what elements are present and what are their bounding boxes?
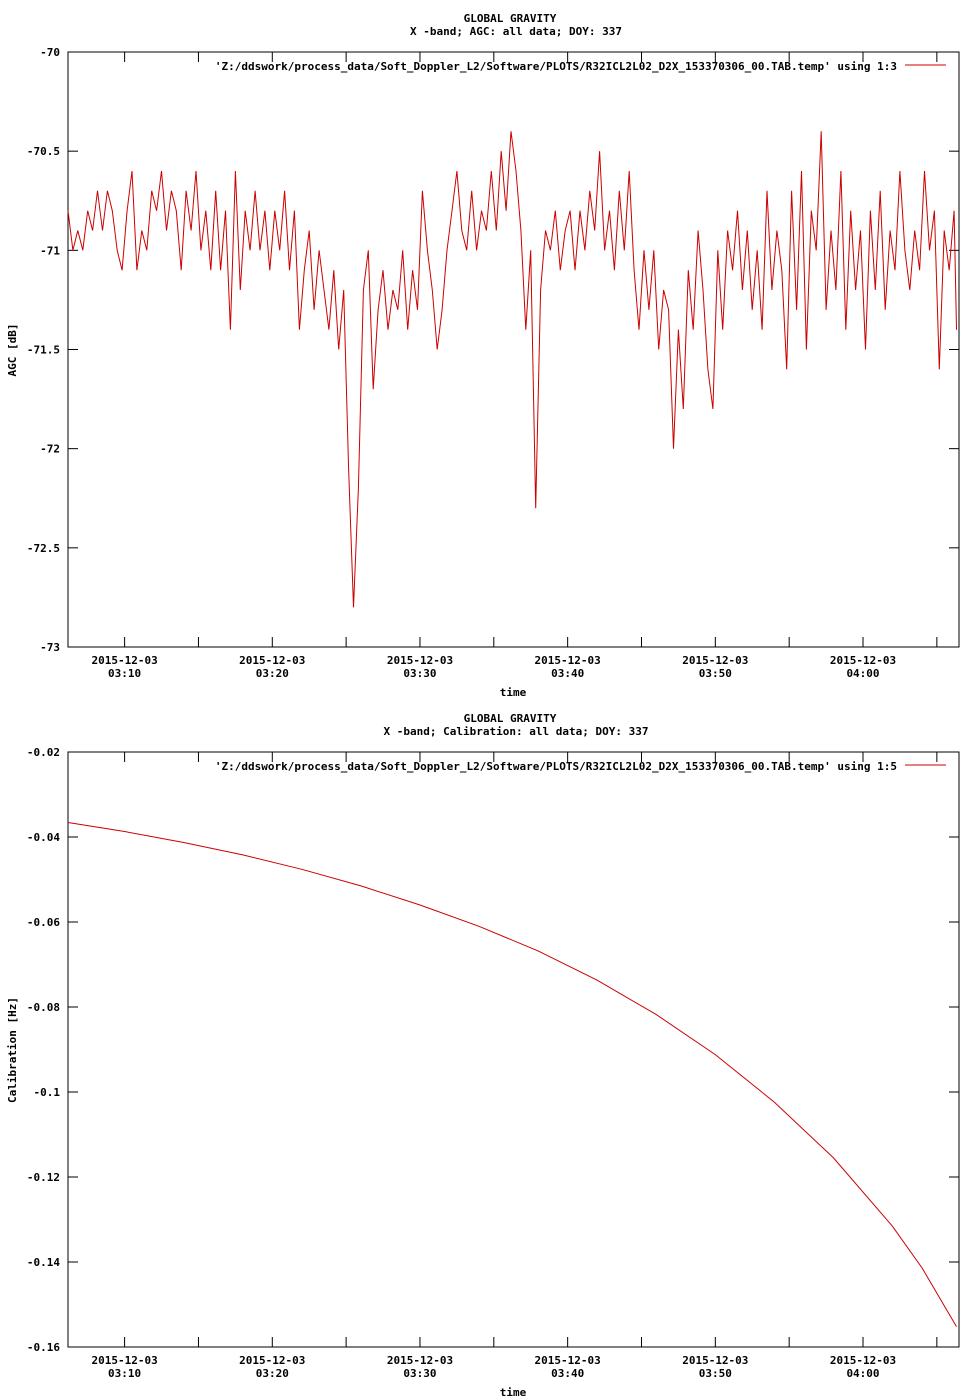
plot-frame — [68, 52, 959, 647]
y-tick-label: -0.06 — [26, 916, 60, 929]
x-axis-label: time — [499, 1386, 527, 1399]
x-tick-label-time: 03:50 — [698, 667, 732, 680]
x-tick-label-date: 2015-12-03 — [682, 654, 749, 667]
agc-series-line — [68, 131, 957, 607]
y-tick-label: -72.5 — [26, 541, 60, 555]
x-tick-label-time: 04:00 — [846, 667, 880, 680]
y-tick-label: -70.5 — [26, 145, 60, 159]
x-tick-label-time: 03:50 — [698, 1367, 732, 1380]
x-axis — [91, 752, 936, 1380]
x-tick-label-time: 03:30 — [403, 1367, 437, 1380]
x-tick-label-time: 03:10 — [108, 667, 142, 680]
x-axis — [91, 52, 936, 680]
y-tick-label: -0.12 — [26, 1171, 60, 1184]
y-axis-label: Calibration [Hz] — [6, 997, 19, 1103]
chart-title: GLOBAL GRAVITY — [463, 12, 557, 25]
y-tick-label: -71.5 — [26, 343, 60, 357]
y-axis-label: AGC [dB] — [6, 323, 19, 377]
y-tick-label: -0.08 — [26, 1001, 60, 1014]
x-axis-label: time — [499, 686, 527, 699]
x-tick-label-date: 2015-12-03 — [91, 1354, 158, 1367]
y-tick-label: -0.1 — [33, 1086, 60, 1099]
x-tick-label-date: 2015-12-03 — [829, 654, 897, 667]
legend-label: 'Z:/ddswork/process_data/Soft_Doppler_L2/Software/PLOTS/R32ICL2L02_D2X_153370306_00.TAB.temp' using 1:3 — [214, 60, 897, 73]
x-tick-label-time: 03:10 — [108, 1367, 142, 1380]
y-tick-label: -0.16 — [26, 1341, 60, 1354]
x-tick-label-date: 2015-12-03 — [239, 1354, 306, 1367]
y-axis — [27, 46, 959, 654]
x-tick-label-time: 03:40 — [551, 667, 585, 680]
x-tick-label-time: 03:30 — [403, 667, 437, 680]
y-tick-label: -71 — [40, 244, 60, 258]
calibration-series-line — [68, 823, 957, 1327]
agc-chart — [6, 12, 959, 699]
y-tick-label: -0.14 — [26, 1256, 60, 1269]
chart-subtitle: X -band; Calibration: all data; DOY: 337 — [383, 725, 649, 738]
x-tick-label-date: 2015-12-03 — [682, 1354, 749, 1367]
y-tick-label: -72 — [40, 442, 60, 456]
y-tick-label: -70 — [40, 46, 60, 59]
chart-title: GLOBAL GRAVITY — [463, 712, 557, 725]
y-axis — [27, 746, 959, 1354]
x-tick-label-date: 2015-12-03 — [91, 654, 158, 667]
y-tick-label: -73 — [40, 641, 60, 654]
legend-label: 'Z:/ddswork/process_data/Soft_Doppler_L2/Software/PLOTS/R32ICL2L02_D2X_153370306_00.TAB.temp' using 1:5 — [214, 760, 897, 773]
x-tick-label-date: 2015-12-03 — [239, 654, 306, 667]
calibration-chart — [6, 712, 959, 1399]
x-tick-label-date: 2015-12-03 — [534, 1354, 601, 1367]
x-tick-label-date: 2015-12-03 — [386, 654, 454, 667]
x-tick-label-time: 04:00 — [846, 1367, 880, 1380]
plot-frame — [68, 752, 959, 1347]
y-tick-label: -0.04 — [26, 831, 60, 844]
x-tick-label-date: 2015-12-03 — [386, 1354, 454, 1367]
chart-subtitle: X -band; AGC: all data; DOY: 337 — [410, 25, 622, 38]
x-tick-label-date: 2015-12-03 — [534, 654, 601, 667]
x-tick-label-time: 03:40 — [551, 1367, 585, 1380]
x-tick-label-time: 03:20 — [255, 667, 289, 680]
x-tick-label-time: 03:20 — [255, 1367, 289, 1380]
y-tick-label: -0.02 — [26, 746, 60, 759]
x-tick-label-date: 2015-12-03 — [829, 1354, 897, 1367]
